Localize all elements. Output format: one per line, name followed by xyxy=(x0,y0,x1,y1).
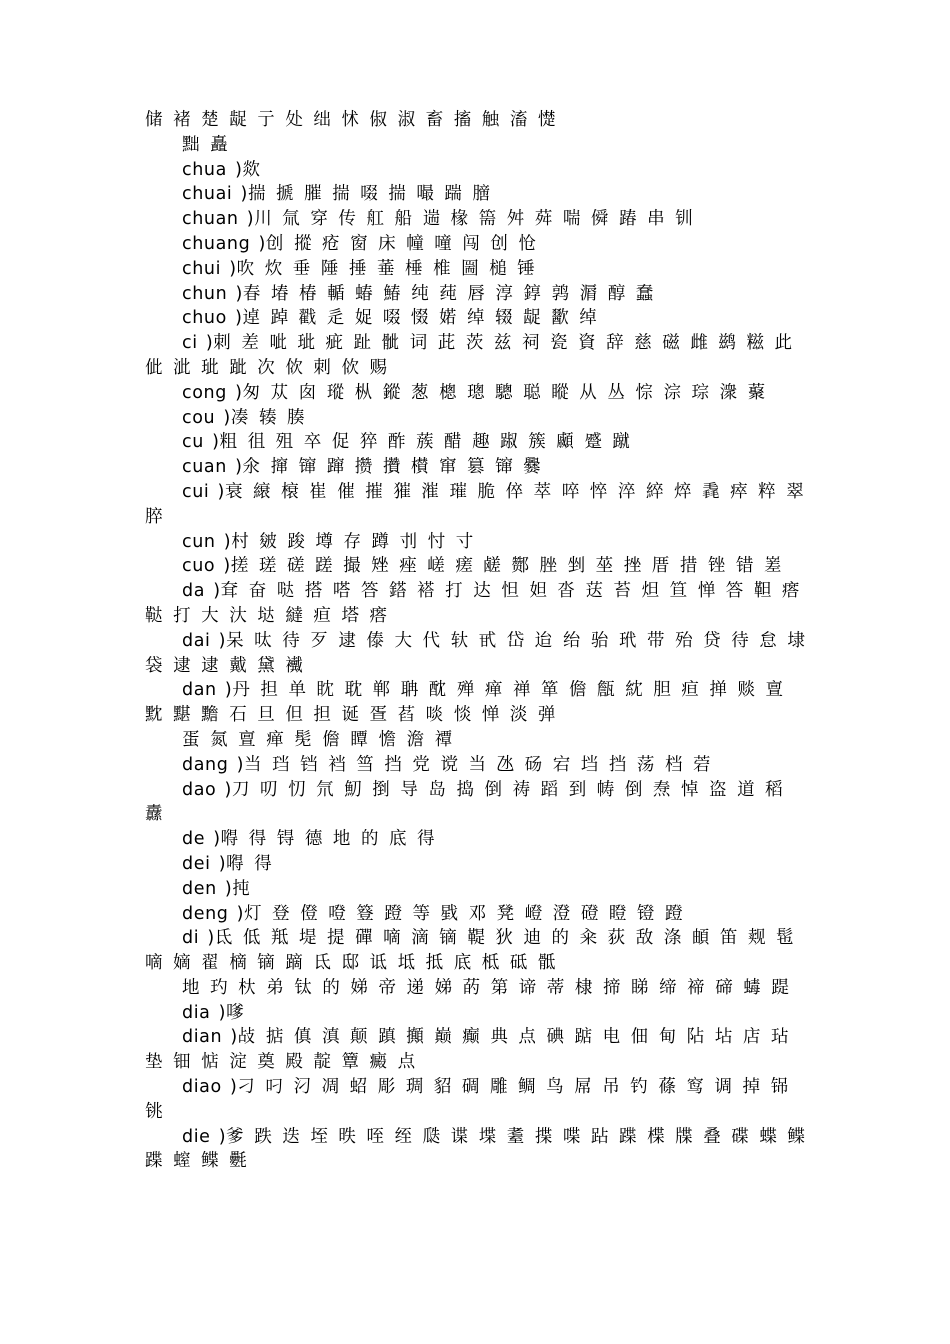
pinyin-label: chun ) xyxy=(182,283,243,304)
pinyin-label: dia ) xyxy=(182,1002,227,1023)
pinyin-entry xyxy=(145,827,807,852)
pinyin-entry xyxy=(145,257,807,282)
character-list: 嗲 xyxy=(226,1002,246,1023)
character-list: 灯 登 僜 噔 簦 蹬 等 戥 邓 凳 嶝 澄 磴 瞪 镫 蹬 xyxy=(244,903,685,924)
pinyin-label: cuo ) xyxy=(182,556,231,577)
pinyin-label: ci ) xyxy=(182,333,214,354)
pinyin-entry xyxy=(145,1125,816,1175)
pinyin-entry xyxy=(145,902,807,927)
character-list: 吹 炊 垂 陲 捶 菙 棰 椎 圌 槌 锤 xyxy=(236,258,537,279)
text-line: 黜 矗 xyxy=(182,134,230,155)
pinyin-label: deng ) xyxy=(182,903,245,924)
pinyin-label: cuan ) xyxy=(182,457,243,478)
pinyin-entry xyxy=(145,877,807,902)
character-list: 爹 跌 迭 垤 昳 咥 绖 瓞 谍 堞 耋 揲 喋 跕 蹀 楪 牒 叠 碟 蝶 鲽 蹀 螲 鲽 氎 xyxy=(145,1126,816,1172)
pinyin-label: dan ) xyxy=(182,680,233,701)
pinyin-entry xyxy=(145,430,807,455)
pinyin-entry xyxy=(145,306,807,331)
character-list: 刀 叨 忉 氘 魛 捯 导 岛 捣 倒 祷 蹈 到 帱 倒 焘 悼 盗 道 稻 纛 xyxy=(145,779,794,825)
pinyin-entry xyxy=(145,232,807,257)
pinyin-label: cun ) xyxy=(182,531,232,552)
character-list: 刁 叼 汈 凋 蛁 彫 琱 貂 碉 雕 鲷 鸟 屌 吊 钓 蓧 窎 调 掉 铞 铫 xyxy=(145,1077,799,1122)
text-line: 地 玓 杕 弟 钛 的 娣 帝 递 娣 菂 第 谛 蒂 棣 揥 睇 缔 禘 碲 蝳 踶 xyxy=(182,977,791,998)
character-list: 刺 差 呲 玼 疵 趾 骴 词 茈 茨 兹 祠 瓷 資 辞 慈 磁 雌 鹚 糍 此 佌 泚 玼 跐 次 佽 刺 佽 赐 xyxy=(145,333,803,378)
pinyin-label: dian ) xyxy=(182,1027,238,1048)
character-list: 丹 担 单 眈 耽 郸 聃 酖 殚 瘅 禅 箪 儋 甔 紞 胆 疸 掸 赕 亶 黕 黮 黵 石 旦 但 担 诞 疍 萏 啖 惔 惮 淡 弹 xyxy=(145,680,794,726)
pinyin-entry xyxy=(145,678,807,728)
character-list: 扽 xyxy=(232,878,252,899)
pinyin-entry xyxy=(145,530,807,555)
character-list: 粗 徂 殂 卒 促 猝 酢 蔟 醋 趣 踧 簇 顣 蹙 蹴 xyxy=(219,432,632,453)
pinyin-label: chui ) xyxy=(182,258,237,279)
character-list: 创 摐 疮 窗 床 幢 噇 闯 创 怆 xyxy=(265,233,538,254)
character-list: 搓 瑳 磋 蹉 撮 矬 痤 嵯 瘥 鹾 酂 脞 剉 莝 挫 厝 措 锉 错 嵳 xyxy=(230,556,784,577)
pinyin-entry xyxy=(145,182,807,207)
pinyin-entry xyxy=(145,331,807,381)
pinyin-label: cui ) xyxy=(182,481,225,502)
character-list: 氽 撺 镩 蹿 攒 攢 櫕 窜 篡 镩 爨 xyxy=(242,457,543,478)
pinyin-label: die ) xyxy=(182,1126,227,1147)
pinyin-entry xyxy=(145,629,816,679)
character-list: 呆 呔 待 歹 逮 傣 大 代 轪 甙 岱 迨 绐 骀 玳 带 殆 贷 待 怠 埭 袋 逮 逮 戴 黛 襶 xyxy=(145,630,816,676)
pinyin-entry xyxy=(145,579,810,629)
pinyin-entry xyxy=(145,778,807,828)
character-list: 嘚 得 锝 德 地 的 底 得 xyxy=(220,829,437,850)
pinyin-label: dang ) xyxy=(182,754,245,775)
text-line: 蛋 氮 亶 瘅 髧 儋 瞫 憺 澹 禫 xyxy=(182,729,454,750)
pinyin-label: dei ) xyxy=(182,853,227,874)
pinyin-label: diao ) xyxy=(182,1077,238,1098)
character-list: 川 氚 穿 传 舡 船 遄 椽 篅 舛 荈 喘 僢 踳 串 钏 xyxy=(254,209,695,230)
pinyin-label: chua ) xyxy=(182,159,243,180)
character-list: 凑 辏 腠 xyxy=(230,407,306,428)
pinyin-label: di ) xyxy=(182,928,215,949)
character-list: 氐 低 羝 堤 提 磾 嘀 滴 镝 鞮 狄 迪 的 籴 荻 敌 涤 頔 笛 觌 髢 嘀 嫡 翟 樀 镝 蹢 氐 邸 诋 坻 抵 底 柢 砥 骶 xyxy=(145,928,805,974)
character-list: 春 堾 椿 輴 蝽 鰆 纯 莼 唇 淳 錞 鹑 漘 醇 蠢 xyxy=(242,283,655,304)
character-list: 嘚 得 xyxy=(226,853,274,874)
character-list: 村 皴 踆 墫 存 蹲 刌 忖 寸 xyxy=(231,531,475,552)
pinyin-entry xyxy=(145,282,807,307)
pinyin-label: den ) xyxy=(182,878,233,899)
pinyin-entry xyxy=(145,1001,807,1026)
character-list: 揣 搋 膗 揣 啜 揣 嘬 踹 膪 xyxy=(247,184,492,205)
pinyin-label: dai ) xyxy=(182,630,227,651)
pinyin-entry xyxy=(145,207,807,232)
pinyin-label: dao ) xyxy=(182,779,232,800)
pinyin-entry xyxy=(145,753,807,778)
pinyin-label: cou ) xyxy=(182,407,231,428)
pinyin-label: chuai ) xyxy=(182,184,248,205)
character-list: 逴 踔 戳 辵 娖 啜 惙 婼 绰 辍 龊 歠 绰 xyxy=(242,308,599,329)
pinyin-entry xyxy=(145,1025,807,1075)
pinyin-entry xyxy=(145,1075,807,1125)
pinyin-entry xyxy=(145,158,807,183)
pinyin-entry xyxy=(145,406,807,431)
pinyin-label: de ) xyxy=(182,829,221,850)
pinyin-entry xyxy=(145,455,807,480)
pinyin-entry xyxy=(145,852,807,877)
pinyin-label: da ) xyxy=(182,581,221,602)
text-line: 储 褚 楚 龊 亍 处 绌 怵 俶 淑 畜 搐 触 滀 憷 xyxy=(145,110,557,130)
character-list: 敁 掂 傎 滇 颠 蹎 攧 巅 癫 典 点 碘 踮 电 佃 甸 阽 坫 店 玷 垫 钿 惦 淀 奠 殿 靛 簟 癜 点 xyxy=(145,1027,800,1073)
pinyin-label: chuo ) xyxy=(182,308,243,329)
pinyin-label: cu ) xyxy=(182,432,220,453)
character-list: 衰 縗 榱 崔 催 摧 獕 漼 璀 脆 倅 萃 啐 悴 淬 綷 焠 毳 瘁 粹 翠 脺 xyxy=(145,481,815,527)
pinyin-label: cong ) xyxy=(182,382,243,403)
pinyin-label: chuang ) xyxy=(182,233,266,254)
pinyin-label: chuan ) xyxy=(182,209,255,230)
pinyin-entry xyxy=(145,381,807,406)
pinyin-entry xyxy=(145,554,807,579)
character-list: 耷 奋 哒 搭 嗒 答 鎝 褡 打 达 怛 妲 沓 荙 苔 炟 笪 惮 答 靼 瘩 鞑 打 大 汏 垯 繨 疸 塔 瘩 xyxy=(145,581,810,626)
pinyin-entry xyxy=(145,480,815,530)
character-list: 欻 xyxy=(242,159,262,180)
pinyin-entry xyxy=(145,926,807,976)
character-list: 匆 苁 囱 瑽 枞 鏦 葱 樬 璁 驄 聪 瞛 从 丛 悰 淙 琮 潨 藂 xyxy=(242,382,767,403)
document-page xyxy=(145,108,816,1174)
character-list: 当 珰 铛 裆 筜 挡 党 谠 当 氹 砀 宕 垱 挡 荡 档 菪 xyxy=(244,754,713,775)
